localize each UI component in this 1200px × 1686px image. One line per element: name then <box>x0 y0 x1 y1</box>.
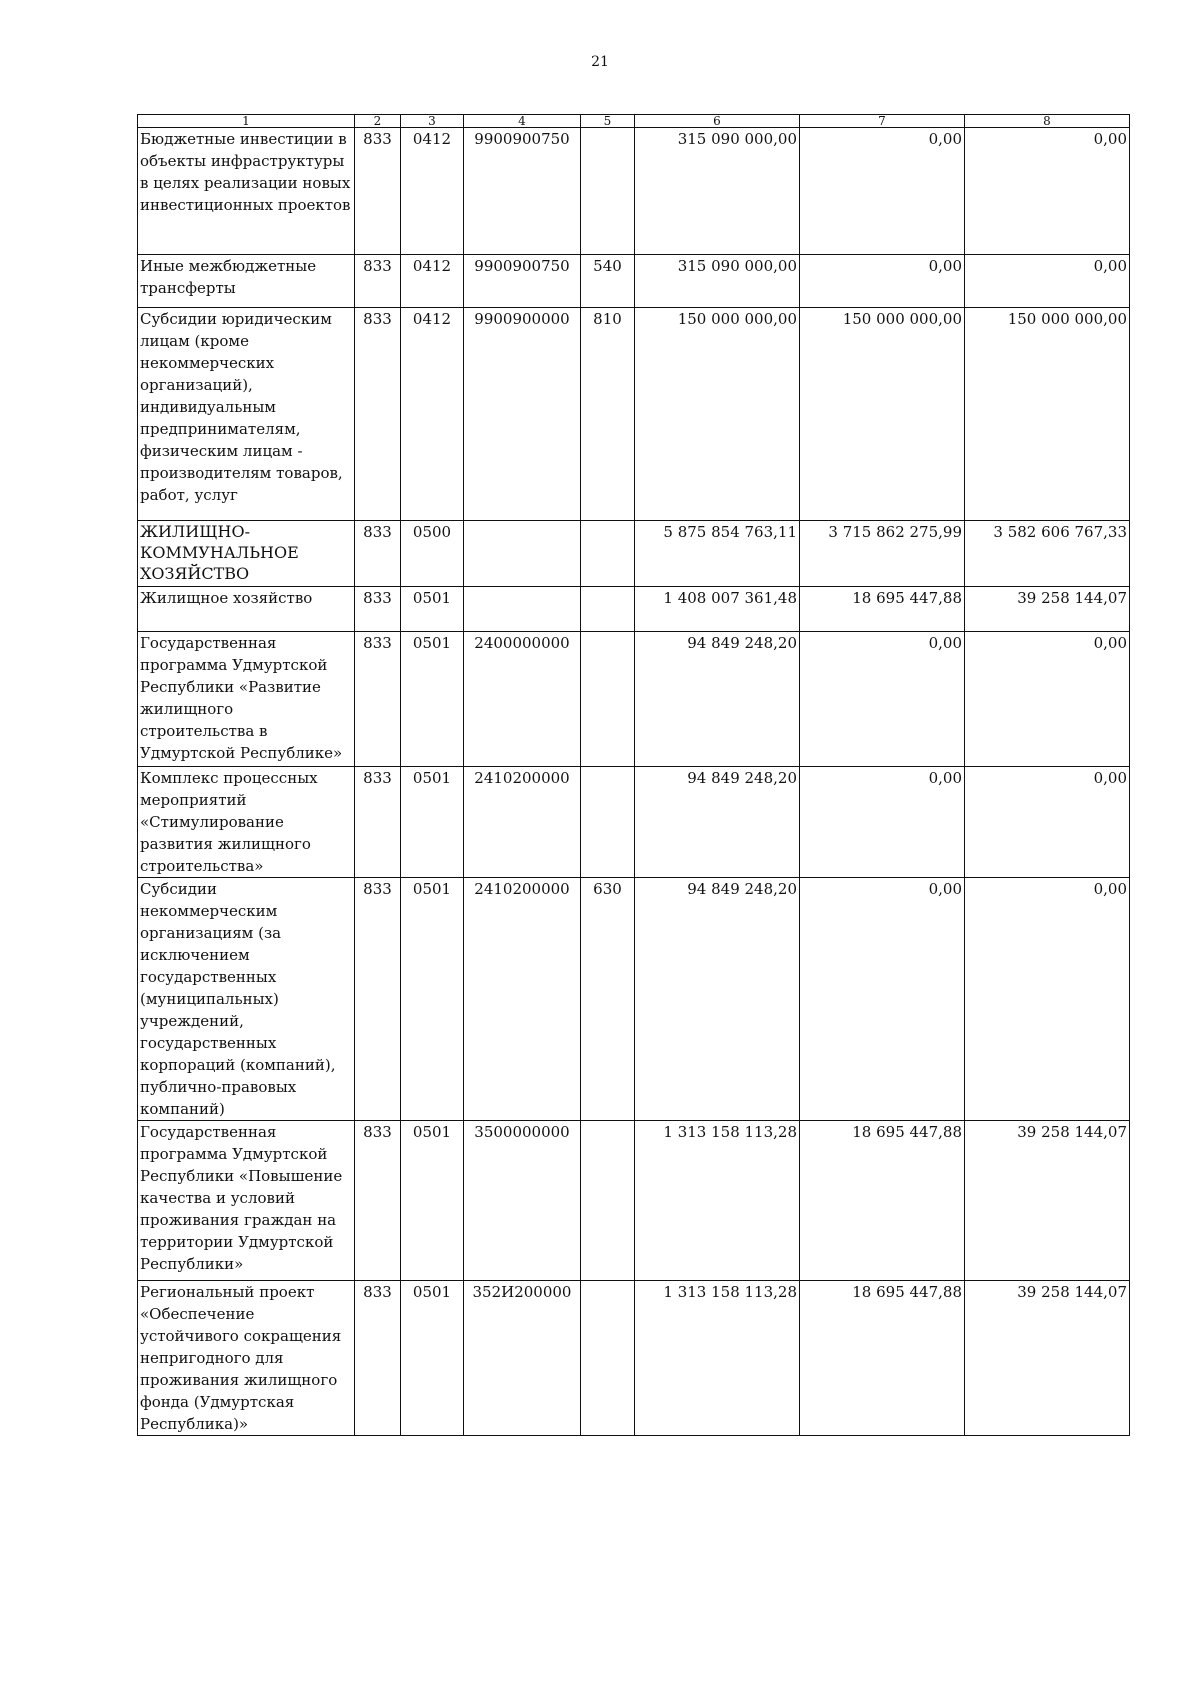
row-gr-code: 833 <box>355 767 401 878</box>
row-value-col6: 5 875 854 763,11 <box>635 521 800 587</box>
row-gr-code: 833 <box>355 521 401 587</box>
row-vr-code <box>581 587 635 632</box>
row-value-col6: 1 408 007 361,48 <box>635 587 800 632</box>
row-value-col6: 315 090 000,00 <box>635 255 800 308</box>
row-cs-code: 352И200000 <box>464 1281 581 1436</box>
row-name: Субсидии некоммерческим организациям (за исключением государственных (муниципальных) учреждений, государственных корпораций (компаний), публично-правовых компаний) <box>138 878 355 1121</box>
row-vr-code <box>581 128 635 255</box>
column-header: 8 <box>965 115 1130 128</box>
row-cs-code: 2410200000 <box>464 767 581 878</box>
row-value-col6: 315 090 000,00 <box>635 128 800 255</box>
row-cs-code <box>464 587 581 632</box>
row-rz-code: 0501 <box>401 587 464 632</box>
table-row <box>138 587 1130 632</box>
row-value-col8: 0,00 <box>965 878 1130 1121</box>
row-rz-code: 0501 <box>401 1121 464 1281</box>
row-cs-code: 9900900750 <box>464 255 581 308</box>
table-row <box>138 1281 1130 1436</box>
table-header-row <box>138 115 1130 128</box>
column-header: 1 <box>138 115 355 128</box>
row-vr-code: 540 <box>581 255 635 308</box>
row-name: ЖИЛИЩНО-КОММУНАЛЬНОЕ ХОЗЯЙСТВО <box>138 521 355 587</box>
table-row <box>138 878 1130 1121</box>
budget-table <box>137 114 1130 1436</box>
row-rz-code: 0412 <box>401 128 464 255</box>
table-row <box>138 128 1130 255</box>
row-gr-code: 833 <box>355 632 401 767</box>
row-rz-code: 0501 <box>401 767 464 878</box>
row-value-col6: 1 313 158 113,28 <box>635 1121 800 1281</box>
row-gr-code: 833 <box>355 308 401 521</box>
table-row <box>138 632 1130 767</box>
row-value-col7: 3 715 862 275,99 <box>800 521 965 587</box>
row-cs-code: 9900900750 <box>464 128 581 255</box>
row-rz-code: 0501 <box>401 1281 464 1436</box>
row-value-col8: 0,00 <box>965 632 1130 767</box>
column-header: 2 <box>355 115 401 128</box>
row-value-col7: 0,00 <box>800 128 965 255</box>
row-value-col6: 94 849 248,20 <box>635 632 800 767</box>
row-vr-code: 630 <box>581 878 635 1121</box>
row-name: Жилищное хозяйство <box>138 587 355 632</box>
row-value-col7: 0,00 <box>800 767 965 878</box>
row-vr-code <box>581 632 635 767</box>
row-vr-code <box>581 767 635 878</box>
row-value-col6: 150 000 000,00 <box>635 308 800 521</box>
row-value-col8: 150 000 000,00 <box>965 308 1130 521</box>
row-name: Государственная программа Удмуртской Республики «Повышение качества и условий проживания граждан на территории Удмуртской Республики» <box>138 1121 355 1281</box>
row-rz-code: 0501 <box>401 632 464 767</box>
row-name: Иные межбюджетные трансферты <box>138 255 355 308</box>
table-row <box>138 308 1130 521</box>
row-value-col8: 0,00 <box>965 767 1130 878</box>
row-value-col6: 1 313 158 113,28 <box>635 1281 800 1436</box>
row-value-col7: 18 695 447,88 <box>800 1121 965 1281</box>
row-name: Комплекс процессных мероприятий «Стимулирование развития жилищного строительства» <box>138 767 355 878</box>
row-value-col6: 94 849 248,20 <box>635 878 800 1121</box>
row-gr-code: 833 <box>355 1121 401 1281</box>
column-header: 4 <box>464 115 581 128</box>
row-gr-code: 833 <box>355 255 401 308</box>
row-cs-code: 9900900000 <box>464 308 581 521</box>
column-header: 6 <box>635 115 800 128</box>
row-rz-code: 0412 <box>401 308 464 521</box>
row-name: Бюджетные инвестиции в объекты инфраструктуры в целях реализации новых инвестиционных проектов <box>138 128 355 255</box>
row-value-col7: 0,00 <box>800 632 965 767</box>
column-header: 7 <box>800 115 965 128</box>
row-value-col7: 0,00 <box>800 878 965 1121</box>
table-row <box>138 255 1130 308</box>
row-vr-code: 810 <box>581 308 635 521</box>
row-gr-code: 833 <box>355 128 401 255</box>
row-cs-code <box>464 521 581 587</box>
row-vr-code <box>581 1281 635 1436</box>
row-cs-code: 2400000000 <box>464 632 581 767</box>
row-gr-code: 833 <box>355 587 401 632</box>
row-value-col8: 0,00 <box>965 255 1130 308</box>
row-rz-code: 0500 <box>401 521 464 587</box>
table-row <box>138 767 1130 878</box>
row-rz-code: 0412 <box>401 255 464 308</box>
row-value-col6: 94 849 248,20 <box>635 767 800 878</box>
row-vr-code <box>581 521 635 587</box>
row-gr-code: 833 <box>355 1281 401 1436</box>
page-number: 21 <box>591 54 609 70</box>
row-name: Субсидии юридическим лицам (кроме некоммерческих организаций), индивидуальным предпринимателям, физическим лицам - производителям товаров, работ, услуг <box>138 308 355 521</box>
row-value-col7: 150 000 000,00 <box>800 308 965 521</box>
row-value-col8: 0,00 <box>965 128 1130 255</box>
row-value-col7: 18 695 447,88 <box>800 587 965 632</box>
row-gr-code: 833 <box>355 878 401 1121</box>
row-value-col8: 39 258 144,07 <box>965 1121 1130 1281</box>
row-value-col7: 0,00 <box>800 255 965 308</box>
table-row <box>138 521 1130 587</box>
row-name: Государственная программа Удмуртской Республики «Развитие жилищного строительства в Удмуртской Республике» <box>138 632 355 767</box>
row-value-col8: 39 258 144,07 <box>965 587 1130 632</box>
row-value-col7: 18 695 447,88 <box>800 1281 965 1436</box>
column-header: 3 <box>401 115 464 128</box>
row-value-col8: 39 258 144,07 <box>965 1281 1130 1436</box>
row-name: Региональный проект «Обеспечение устойчивого сокращения непригодного для проживания жилищного фонда (Удмуртская Республика)» <box>138 1281 355 1436</box>
row-rz-code: 0501 <box>401 878 464 1121</box>
row-vr-code <box>581 1121 635 1281</box>
row-value-col8: 3 582 606 767,33 <box>965 521 1130 587</box>
table-row <box>138 1121 1130 1281</box>
row-cs-code: 2410200000 <box>464 878 581 1121</box>
row-cs-code: 3500000000 <box>464 1121 581 1281</box>
column-header: 5 <box>581 115 635 128</box>
